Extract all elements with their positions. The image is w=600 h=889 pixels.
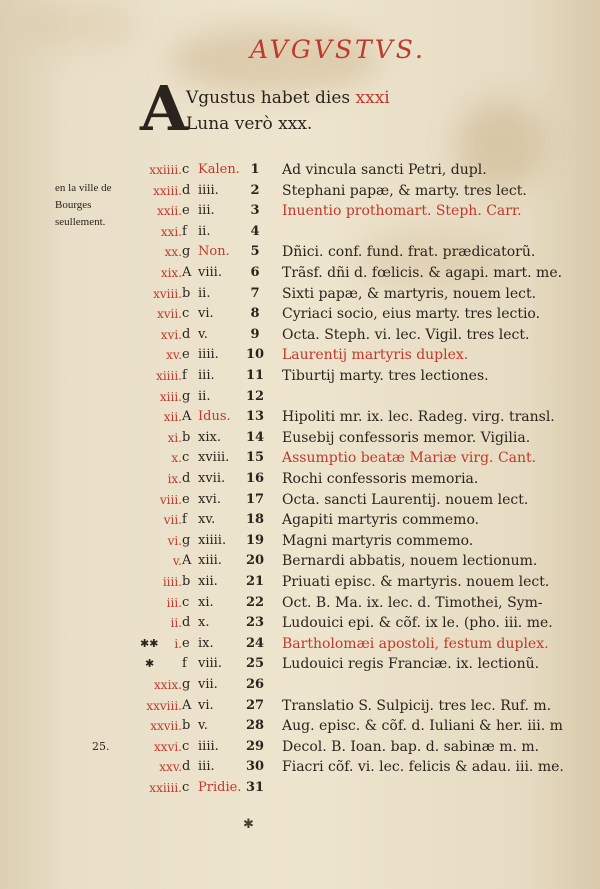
dominical-letter: e <box>182 203 190 219</box>
roman-date: Kalen. <box>198 162 240 177</box>
feast-text: Rochi confessoris memoria. <box>282 471 479 487</box>
dominical-letter: d <box>182 759 191 775</box>
golden-number: xviii. <box>153 286 182 301</box>
feast-text: Aug. episc. & cõf. d. Iuliani & her. iii. m <box>282 718 563 735</box>
dominical-letter: c <box>182 594 190 610</box>
day-number: 7 <box>250 285 260 301</box>
calendar-row <box>0 531 600 551</box>
calendar-row <box>0 572 600 592</box>
dominical-letter: b <box>182 574 191 589</box>
dominical-letter: f <box>182 223 187 239</box>
day-number: 11 <box>245 368 265 383</box>
calendar-row <box>0 407 600 427</box>
roman-date: iii. <box>198 759 215 775</box>
dominical-letter: f <box>182 656 187 672</box>
calendar-row <box>0 551 600 571</box>
roman-date: xv. <box>198 512 216 528</box>
day-number: 13 <box>245 409 265 425</box>
dominical-letter: c <box>182 450 190 466</box>
day-number: 1 <box>250 162 260 177</box>
feast-text: Priuati episc. & martyris. nouem lect. <box>282 574 550 590</box>
feast-text: Sixti papæ, & martyris, nouem lect. <box>282 285 537 302</box>
calendar-row <box>0 242 600 262</box>
drop-capital: A <box>140 72 189 145</box>
feast-text: Hipoliti mr. ix. lec. Radeg. virg. transl. <box>282 409 555 426</box>
roman-date: ii. <box>198 388 211 404</box>
calendar-row <box>0 448 600 468</box>
golden-number: vii. <box>163 513 182 528</box>
feast-text: Laurentij martyris duplex. <box>282 347 469 364</box>
day-number: 20 <box>245 553 265 569</box>
water-stain <box>20 0 140 50</box>
day-number: 9 <box>250 326 260 342</box>
roman-date: vi. <box>198 697 214 713</box>
calendar-row <box>0 675 600 695</box>
dominical-letter: d <box>182 615 191 631</box>
feast-text: Tiburtij marty. tres lectiones. <box>282 368 489 384</box>
golden-number: ix. <box>167 472 182 486</box>
roman-date: viii. <box>198 265 222 280</box>
roman-date: ii. <box>198 285 211 301</box>
margin-note-line-1: en la ville de <box>55 182 112 194</box>
roman-date: Idus. <box>198 409 231 425</box>
calendar-row <box>0 181 600 201</box>
day-number: 21 <box>245 574 265 589</box>
dominical-letter: A <box>182 697 192 713</box>
margin-note-line-3: seullement. <box>55 216 106 228</box>
calendar-row <box>0 654 600 674</box>
intro-line-1 <box>186 88 390 108</box>
golden-number: xvii. <box>156 307 182 322</box>
golden-number: xxiiii. <box>149 781 182 795</box>
golden-number: xxii. <box>156 204 182 219</box>
golden-number: vi. <box>167 533 182 548</box>
roman-date: iii. <box>198 368 215 383</box>
golden-number: xxiiii. <box>149 163 182 177</box>
feast-text: Eusebij confessoris memor. Vigilia. <box>282 429 531 446</box>
roman-date: vi. <box>198 306 214 322</box>
calendar-row <box>0 716 600 736</box>
feast-text: Assumptio beatæ Mariæ virg. Cant. <box>282 450 537 467</box>
intro-line-1-text: Vgustus habet dies <box>186 88 351 108</box>
intro-days-count: xxxi <box>355 88 390 108</box>
golden-number: viii. <box>159 492 182 507</box>
calendar-row <box>0 366 600 386</box>
day-number: 3 <box>250 203 260 219</box>
day-number: 12 <box>245 388 265 404</box>
dominical-letter: d <box>182 326 191 342</box>
dominical-letter: c <box>182 780 190 795</box>
dominical-letter: e <box>182 491 190 507</box>
day-number: 29 <box>245 738 265 754</box>
roman-date: viii. <box>198 656 222 672</box>
roman-date: v. <box>198 718 208 734</box>
margin-mark: ✱ <box>145 657 155 671</box>
dominical-letter: A <box>182 409 192 425</box>
golden-number: xxvi. <box>154 739 182 754</box>
dominical-letter: e <box>182 347 190 363</box>
footer-asterisk: ✱ <box>243 817 254 832</box>
calendar-row <box>0 201 600 221</box>
roman-date: vii. <box>198 677 218 692</box>
roman-date: x. <box>198 615 210 631</box>
roman-date: xviii. <box>198 450 230 466</box>
day-number: 27 <box>245 697 265 713</box>
day-number: 15 <box>245 450 265 466</box>
calendar-row <box>0 634 600 654</box>
feast-text: Dñici. conf. fund. frat. prædicatorũ. <box>282 244 536 261</box>
golden-number: xxviii. <box>146 698 182 713</box>
calendar-row <box>0 428 600 448</box>
day-number: 18 <box>245 512 265 528</box>
dominical-letter: b <box>182 718 191 734</box>
roman-date: xiiii. <box>198 532 227 548</box>
dominical-letter: g <box>182 244 191 260</box>
dominical-letter: A <box>182 553 192 569</box>
roman-date: xix. <box>198 429 221 445</box>
roman-date: xvi. <box>198 491 221 507</box>
dominical-letter: g <box>182 532 191 548</box>
roman-date: iiii. <box>198 738 219 754</box>
golden-number: xvi. <box>160 327 182 342</box>
calendar-row <box>0 593 600 613</box>
day-number: 26 <box>245 677 265 692</box>
dominical-letter: g <box>182 388 191 404</box>
feast-text: Fiacri cõf. vi. lec. felicis & adau. iii. me. <box>282 759 564 776</box>
day-number: 6 <box>250 265 260 280</box>
dominical-letter: g <box>182 677 191 692</box>
golden-number: xiiii. <box>156 369 182 383</box>
golden-number: xxix. <box>154 678 182 692</box>
golden-number: iiii. <box>162 575 182 589</box>
day-number: 4 <box>250 223 260 239</box>
feast-text: Magni martyris commemo. <box>282 532 474 549</box>
day-number: 30 <box>245 759 265 775</box>
dominical-letter: c <box>182 738 190 754</box>
calendar-row <box>0 284 600 304</box>
day-number: 23 <box>245 615 265 631</box>
margin-note-line-2: Bourges <box>55 199 92 211</box>
day-number: 8 <box>250 306 260 322</box>
golden-number: xxvii. <box>150 719 182 734</box>
roman-date: ix. <box>198 635 214 651</box>
day-number: 19 <box>245 532 265 548</box>
golden-number: xxiii. <box>153 183 182 198</box>
day-number: 24 <box>245 635 265 651</box>
calendar-row <box>0 757 600 777</box>
roman-date: Pridie. <box>198 780 242 795</box>
day-number: 14 <box>245 429 265 445</box>
dominical-letter: f <box>182 368 187 383</box>
golden-number: v. <box>172 554 182 569</box>
feast-text: Agapiti martyris commemo. <box>282 512 480 529</box>
golden-number: xxi. <box>160 224 182 239</box>
golden-number: xxv. <box>159 760 182 775</box>
calendar-row <box>0 469 600 489</box>
feast-text: Ludouici epi. & cõf. ix le. (pho. iii. me. <box>282 615 553 632</box>
margin-mark: 25. <box>92 739 110 753</box>
day-number: 2 <box>250 182 260 198</box>
golden-number: xv. <box>166 348 182 363</box>
golden-number: xi. <box>167 430 182 445</box>
roman-date: xvii. <box>198 471 226 486</box>
feast-text: Ad vincula sancti Petri, dupl. <box>282 162 487 178</box>
month-title: AVGVSTVS. <box>250 35 426 64</box>
calendar-row <box>0 222 600 242</box>
golden-number: i. <box>174 636 182 651</box>
feast-text: Inuentio prothomart. Steph. Carr. <box>282 203 522 220</box>
feast-text: Stephani papæ, & marty. tres lect. <box>282 182 527 199</box>
golden-number: ii. <box>170 616 182 631</box>
feast-text: Bernardi abbatis, nouem lectionum. <box>282 553 538 570</box>
golden-number: xiii. <box>159 389 182 404</box>
calendar-row <box>0 510 600 530</box>
calendar-row <box>0 490 600 510</box>
calendar-row <box>0 696 600 716</box>
feast-text: Ludouici regis Franciæ. ix. lectionũ. <box>282 656 540 673</box>
roman-date: ii. <box>198 223 211 239</box>
day-number: 10 <box>245 347 265 363</box>
day-number: 17 <box>245 491 265 507</box>
day-number: 16 <box>245 471 265 486</box>
golden-number: xx. <box>164 245 182 260</box>
roman-date: xiii. <box>198 553 222 569</box>
feast-text: Translatio S. Sulpicij. tres lec. Ruf. m. <box>282 697 552 714</box>
dominical-letter: c <box>182 162 190 177</box>
calendar-row <box>0 325 600 345</box>
calendar-row <box>0 778 600 798</box>
day-number: 5 <box>250 244 260 260</box>
feast-text: Oct. B. Ma. ix. lec. d. Timothei, Sym- <box>282 594 543 611</box>
dominical-letter: f <box>182 512 187 528</box>
dominical-letter: d <box>182 182 191 198</box>
dominical-letter: b <box>182 285 191 301</box>
dominical-letter: b <box>182 429 191 445</box>
calendar-row <box>0 263 600 283</box>
day-number: 31 <box>245 780 265 795</box>
feast-text: Bartholomæi apostoli, festum duplex. <box>282 635 549 652</box>
day-number: 28 <box>245 718 265 734</box>
golden-number: xix. <box>160 266 182 280</box>
calendar-row <box>0 613 600 633</box>
roman-date: Non. <box>198 244 230 260</box>
feast-text: Octa. Steph. vi. lec. Vigil. tres lect. <box>282 326 530 343</box>
dominical-letter: A <box>182 265 192 280</box>
roman-date: xi. <box>198 594 214 610</box>
calendar-row <box>0 345 600 365</box>
dominical-letter: c <box>182 306 190 322</box>
day-number: 25 <box>245 656 265 672</box>
golden-number: xii. <box>163 410 182 425</box>
roman-date: iii. <box>198 203 215 219</box>
day-number: 22 <box>245 594 265 610</box>
feast-text: Octa. sancti Laurentij. nouem lect. <box>282 491 529 508</box>
calendar-row <box>0 304 600 324</box>
margin-mark: ✱✱ <box>140 636 159 650</box>
feast-text: Trãsf. dñi d. fœlicis. & agapi. mart. me. <box>282 265 563 281</box>
roman-date: xii. <box>198 574 218 589</box>
feast-text: Decol. B. Ioan. bap. d. sabinæ m. m. <box>282 738 540 755</box>
calendar-row <box>0 737 600 757</box>
calendar-row <box>0 387 600 407</box>
feast-text: Cyriaci socio, eius marty. tres lectio. <box>282 306 541 323</box>
calendar-row <box>0 160 600 180</box>
roman-date: v. <box>198 326 208 342</box>
roman-date: iiii. <box>198 347 219 363</box>
golden-number: x. <box>171 451 182 466</box>
roman-date: iiii. <box>198 182 219 198</box>
dominical-letter: e <box>182 635 190 651</box>
intro-line-2: Luna verò xxx. <box>186 114 313 134</box>
golden-number: iii. <box>166 595 182 610</box>
dominical-letter: d <box>182 471 191 486</box>
